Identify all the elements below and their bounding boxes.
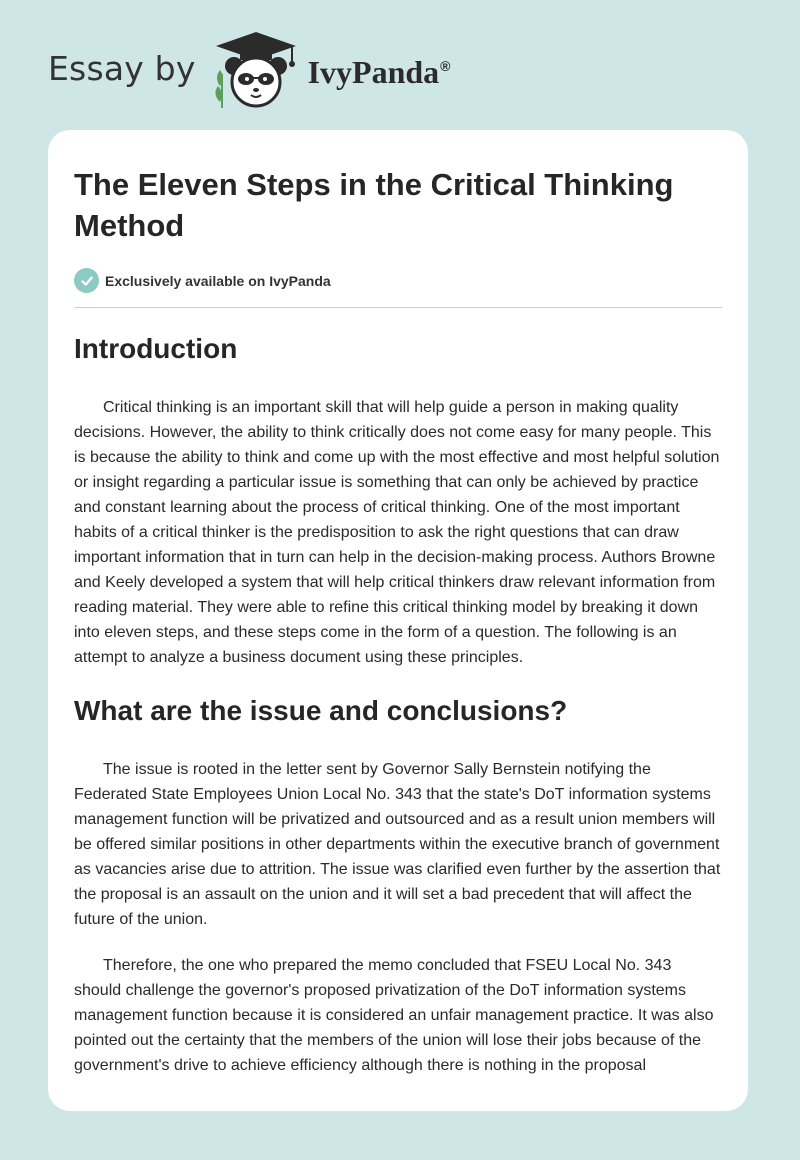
section-heading-introduction: Introduction xyxy=(74,333,238,364)
registered-mark: ® xyxy=(440,57,451,74)
paragraph: Therefore, the one who prepared the memo concluded that FSEU Local No. 343 should challenge the governor's proposed privatization of the DoT information systems management function because it is considered an unfair management practice. It was also pointed out the certainty that the members of the union will lose their jobs because of the government's drive to achieve efficiency although there is nothing in the proposal xyxy=(74,957,714,1074)
exclusive-badge-row xyxy=(74,268,722,308)
check-icon xyxy=(74,268,99,293)
exclusive-label: Exclusively available on IvyPanda xyxy=(105,272,331,289)
brand-name[interactable]: IvyPanda® xyxy=(307,53,451,90)
panda-graduate-logo-icon[interactable] xyxy=(210,30,302,110)
essay-card xyxy=(48,130,748,1111)
section-heading-issue-conclusions: What are the issue and conclusions? xyxy=(74,695,568,726)
brand-prefix: Essay by xyxy=(48,48,196,88)
paragraph: Critical thinking is an important skill that will help guide a person in making quality decisions. However, the ability to think critically does not come easy for many people. This is because the ability to think and come up with the most effective and most helpful solution or insight regarding a particular issue is something that can only be achieved by practice and constant learning about the process of critical thinking. One of the most important habits of a critical thinker is the predisposition to ask the right questions that can draw important information that in turn can help in the decision-making process. Authors Browne and Keely developed a system that will help critical thinkers draw relevant information from reading material. They were able to refine this critical thinking model by breaking it down into eleven steps, and these steps come in the form of a question. The following is an attempt to analyze a business document using these principles. xyxy=(74,399,720,666)
page-title: The Eleven Steps in the Critical Thinking Method xyxy=(74,167,674,243)
paragraph: The issue is rooted in the letter sent by Governor Sally Bernstein notifying the Federated State Employees Union Local No. 343 that the state's DoT information systems management function will be privatized and outsourced and as a result union members will be offered similar positions in other departments within the executive branch of government as vacancies arise due to attrition. The issue was clarified even further by the assertion that the proposal is an assault on the union and it will set a bad precedent that will affect the future of the union. xyxy=(74,761,721,928)
brand-header xyxy=(48,30,450,110)
